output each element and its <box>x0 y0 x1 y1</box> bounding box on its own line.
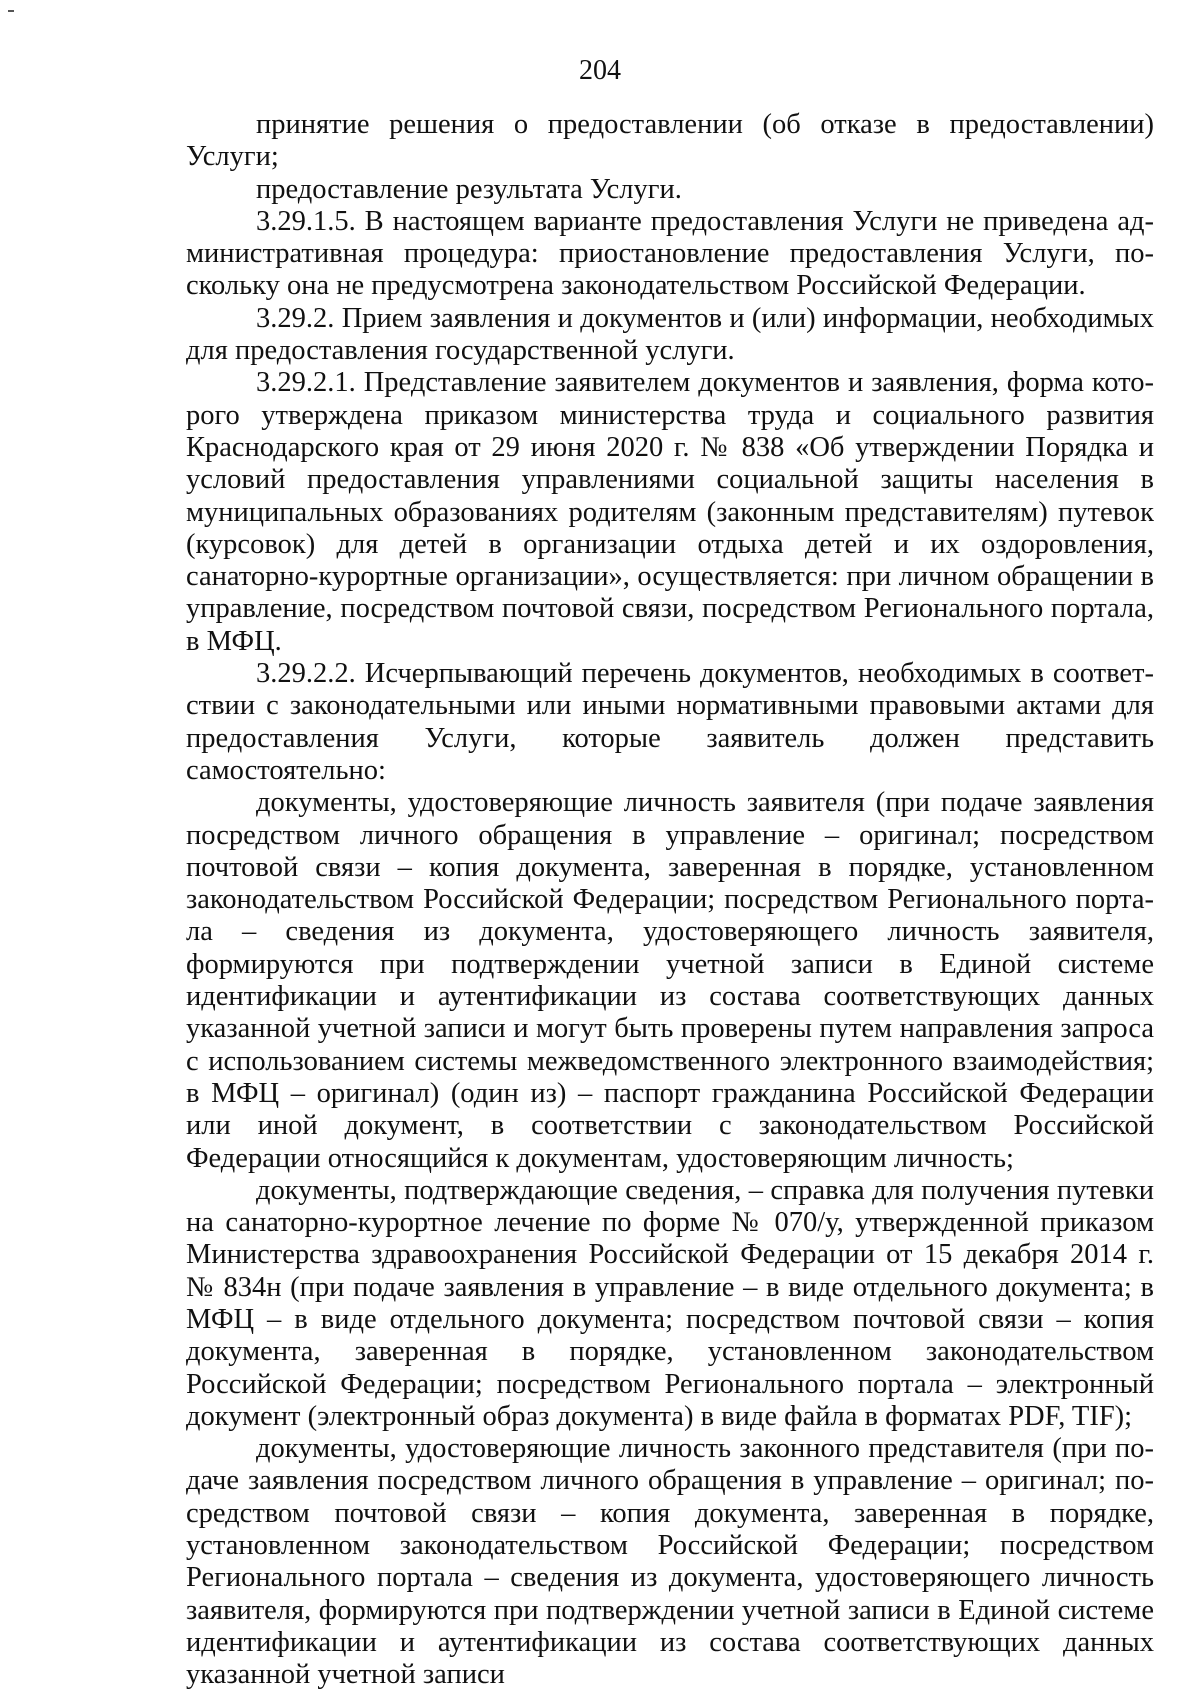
paragraph: принятие решения о предоставлении (об отказе в предоставлении) Услуги; <box>186 109 1154 173</box>
paragraph: 3.29.2. Прием заявления и документов и (или) информации, необходимых для предоставления государственной услуги. <box>186 302 1154 367</box>
paragraph: 3.29.2.1. Представление заявителем документов и заявления, форма которого утверждена приказом министерства труда и социального развития Краснодарского края от 29 июня 2020 г. № 838 «Об утверждении Порядка и условий предоставления управлениями социальной защиты населения в муниципальных образованиях родителям (законным представителям) путевок (курсовок) для детей в организации отдыха детей и их оздоровления, санаторно-курортные организации», осуществляется: при личном обращении в управление, посредством почтовой связи, посредством Регионального портала, в МФЦ. <box>186 367 1154 657</box>
paragraph: предоставление результата Услуги. <box>256 173 682 205</box>
paragraph: 3.29.1.5. В настоящем варианте предоставления Услуги не приведена административная процедура: приостановление предоставления Услуги, поскольку она не предусмотрена законодательством Российской Федерации. <box>186 205 1154 302</box>
paragraph: документы, подтверждающие сведения, – справка для получения путевки на санаторно-курортное лечение по форме № 070/у, утвержденной приказом Министерства здравоохранения Российской Федерации от 15 декабря 2014 г. № 834н (при подаче заявления в управление – в виде отдельного документа; в МФЦ – в виде отдельного документа; посредством почтовой связи – копия документа, заверенная в порядке, установленном законодательством Российской Федерации; посредством Регионального портала – электронный документ (электронный образ документа) в виде файла в форматах PDF, TIF); <box>186 1174 1154 1432</box>
scan-mark <box>8 10 14 12</box>
body-text <box>186 109 1154 1692</box>
paragraph: документы, удостоверяющие личность заявителя (при подаче заявления посредством личного обращения в управление – оригинал; посредством почтовой связи – копия документа, заверенная в порядке, установленном законодательством Российской Федерации; посредством Регионального портала – сведения из документа, удостоверяющего личность заявителя, формируются при подтверждении учетной записи в Единой системе идентификации и аутентификации из состава соответствующих данных указанной учетной записи и могут быть проверены путем направления запроса с использованием системы межведомственного электронного взаимодействия; в МФЦ – оригинал) (один из) – паспорт гражданина Российской Федерации или иной документ, в соответствии с законодательством Российской Федерации относящийся к документам, удостоверяющим личность; <box>186 787 1154 1174</box>
paragraph: документы, удостоверяющие личность законного представителя (при подаче заявления посредством личного обращения в управление – оригинал; посредством почтовой связи – копия документа, заверенная в порядке, установленном законодательством Российской Федерации; посредством Регионального портала – сведения из документа, удостоверяющего личность заявителя, формируются при подтверждении учетной записи в Единой системе идентификации и аутентификации из состава соответствующих данных указанной учетной записи <box>186 1433 1154 1691</box>
page-number: 204 <box>579 55 621 86</box>
paragraph: 3.29.2.2. Исчерпывающий перечень документов, необходимых в соответствии с законодательными или иными нормативными правовыми актами для предоставления Услуги, которые заявитель должен представить самостоятельно: <box>186 658 1154 786</box>
